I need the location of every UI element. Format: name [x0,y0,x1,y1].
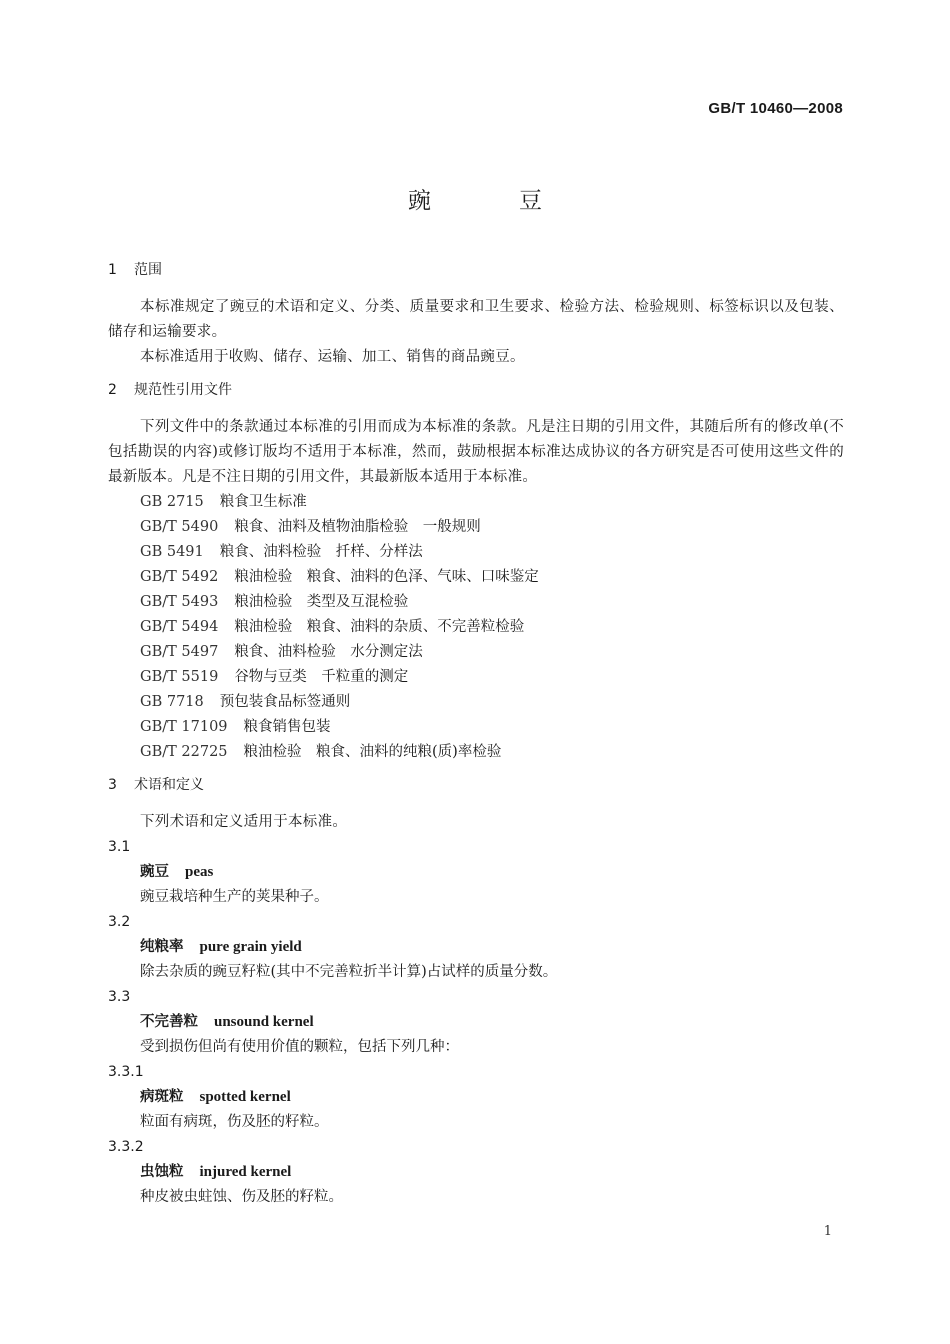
section-3-title: 术语和定义 [134,777,204,793]
reference-title: 粮食、油料及植物油脂检验 一般规则 [234,519,481,535]
term-number: 3.3.2 [108,1139,144,1155]
document-body [108,258,844,1210]
term-name-en: pure grain yield [199,939,302,955]
reference-code: GB/T 5494 [140,619,219,635]
term-name-cn: 病斑粒 [140,1089,184,1105]
reference-code: GB/T 22725 [140,744,228,760]
reference-item [108,615,844,640]
reference-code: GB/T 5492 [140,569,219,585]
reference-code: GB/T 17109 [140,719,228,735]
term-definition: 种皮被虫蛀蚀、伤及胚的籽粒。 [140,1189,343,1205]
term-name-en: spotted kernel [199,1089,291,1105]
page-number: 1 [823,1224,832,1239]
term-name-en: unsound kernel [214,1014,314,1030]
reference-item [108,540,844,565]
reference-title: 粮食、油料检验 水分测定法 [234,644,423,660]
section-2-number: 2 [108,382,117,398]
section-1-paragraph-1: 本标准规定了豌豆的术语和定义、分类、质量要求和卫生要求、检验方法、检验规则、标签标识以及包装、储存和运输要求。 [108,299,844,340]
term-definition: 粒面有病斑，伤及胚的籽粒。 [140,1114,329,1130]
document-title: 豌豆 [408,188,630,214]
reference-item [108,590,844,615]
reference-code: GB/T 5493 [140,594,219,610]
section-1-title: 范围 [134,262,162,278]
reference-list [108,490,844,765]
section-3-paragraph-1: 下列术语和定义适用于本标准。 [140,814,348,830]
term-number: 3.3.1 [108,1064,144,1080]
standard-code: GB/T 10460—2008 [708,100,843,117]
term-name [108,860,844,885]
reference-title: 谷物与豆类 千粒重的测定 [234,669,409,685]
reference-code: GB 5491 [140,544,204,560]
reference-title: 粮食销售包装 [243,719,331,735]
term-number: 3.3 [108,989,131,1005]
reference-code: GB 7718 [140,694,204,710]
reference-item [108,715,844,740]
reference-item [108,740,844,765]
term-name-cn: 豌豆 [140,864,169,880]
reference-item [108,690,844,715]
term-definition: 除去杂质的豌豆籽粒(其中不完善粒折半计算)占试样的质量分数。 [140,964,558,980]
term-name-cn: 虫蚀粒 [140,1164,184,1180]
term-name-cn: 不完善粒 [140,1014,198,1030]
section-3-heading [108,773,844,798]
reference-title: 粮油检验 粮食、油料的纯粮(质)率检验 [243,744,502,760]
reference-title: 粮油检验 粮食、油料的杂质、不完善粒检验 [234,619,525,635]
term-number: 3.1 [108,839,131,855]
reference-item [108,490,844,515]
term-name [108,1085,844,1110]
section-2-paragraph-1: 下列文件中的条款通过本标准的引用而成为本标准的条款。凡是注日期的引用文件，其随后所有的修改单(不包括勘误的内容)或修订版均不适用于本标准，然而，鼓励根据本标准达成协议的各方研究是否可使用这些文件的最新版本。凡是不注日期的引用文件，其最新版本适用于本标准。 [108,419,844,485]
reference-item [108,515,844,540]
reference-code: GB/T 5497 [140,644,219,660]
reference-title: 粮食卫生标准 [219,494,307,510]
section-1-paragraph-2: 本标准适用于收购、储存、运输、加工、销售的商品豌豆。 [140,349,525,365]
reference-title: 粮油检验 类型及互混检验 [234,594,409,610]
reference-code: GB/T 5519 [140,669,219,685]
reference-title: 粮食、油料检验 扦样、分样法 [219,544,423,560]
reference-code: GB 2715 [140,494,204,510]
term-definition: 受到损伤但尚有使用价值的颗粒，包括下列几种： [140,1039,459,1055]
term-name-en: peas [185,864,214,880]
term-name [108,935,844,960]
reference-item [108,640,844,665]
term-name [108,1160,844,1185]
term-number: 3.2 [108,914,131,930]
section-3-number: 3 [108,777,117,793]
section-2-heading [108,378,844,403]
reference-item [108,665,844,690]
reference-title: 粮油检验 粮食、油料的色泽、气味、口味鉴定 [234,569,539,585]
reference-item [108,565,844,590]
term-name-en: injured kernel [199,1164,292,1180]
reference-code: GB/T 5490 [140,519,219,535]
term-definition: 豌豆栽培种生产的荚果种子。 [140,889,329,905]
section-1-heading [108,258,844,283]
section-2-title: 规范性引用文件 [134,382,232,398]
term-name-cn: 纯粮率 [140,939,184,955]
term-name [108,1010,844,1035]
section-1-number: 1 [108,262,117,278]
reference-title: 预包装食品标签通则 [219,694,351,710]
